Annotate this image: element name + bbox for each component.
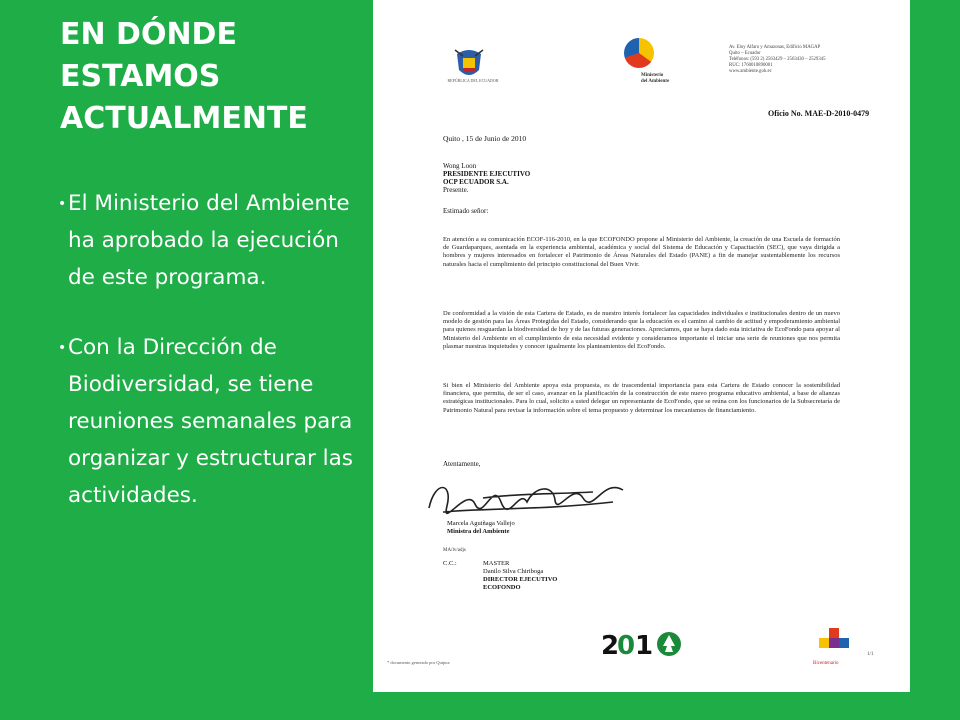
letter-greeting: Estimado señor:	[443, 207, 489, 215]
seal-caption: REPÚBLICA DEL ECUADOR	[447, 78, 499, 83]
cc-block	[483, 560, 557, 592]
bullet-text-2: Con la Dirección de Biodiversidad, se tiene reuniones semanales para organizar y estructurar las actividades.	[68, 335, 353, 508]
cc-label: C.C.:	[443, 560, 457, 567]
footer-note: * documento generado por Quipux	[387, 660, 450, 665]
slide-title-line-2: ESTAMOS	[60, 59, 221, 94]
slide-title-line-3: ACTUALMENTE	[60, 101, 308, 136]
bullet-item-2	[58, 330, 358, 514]
letter-paragraph-1: En atención a su comunicación ECOF-116-2010, en la que ECOFONDO propone al Ministerio del Ambiente, la creación de una Escuela de formación de Guardaparques, asentada en la experiencia ambiental, académica y social del Sistema de Educación y Capacitación (SEC), que vaya dirigida a hombres y mujeres interesados en fortalecer el Patrimonio de Áreas Naturales del Estado (PANE) a fin de manejar sustentablemente los recursos naturales hacia el cumplimiento del principio constitucional del Buen Vivir.	[443, 236, 840, 268]
letter-date: Quito , 15 de Junio de 2010	[443, 134, 527, 143]
recipient-presente: Presente.	[443, 186, 469, 194]
handwritten-signature-icon	[423, 468, 633, 528]
page-number: 1/1	[867, 652, 874, 657]
cc-line-3: DIRECTOR EJECUTIVO	[483, 576, 558, 583]
slide-title-line-1: EN DÓNDE	[60, 17, 237, 52]
recipient-block	[443, 162, 530, 194]
letter-initials: MA/lv/adjs	[443, 548, 466, 553]
signer-name: Marcela Aguiñaga Vallejo	[447, 520, 515, 527]
signer-block	[447, 520, 515, 536]
letter-paragraph-3: Si bien el Ministerio del Ambiente apoya esta propuesta, es de trascendental importancia para esta Cartera de Estado conocer la sostenibilidad financiera, que permita, de ser el caso, avanzar en la planificación de la construcción de este nuevo programa educativo ambiental, a base de alianzas estratégicas institucionales. Para lo cual, solicito a usted delegar un representante de EcoFondo, que se reúna con los funcionarios de la Subsecretaría de Patrimonio Natural para revisar la información sobre el tema propuesto y determinar los mecanismos de financiamiento.	[443, 382, 840, 414]
letter-closing: Atentamente,	[443, 460, 481, 468]
signer-title: Ministra del Ambiente	[447, 528, 510, 535]
bullet-list	[58, 186, 358, 514]
bullet-item-1	[58, 186, 358, 296]
recipient-org: OCP ECUADOR S.A.	[443, 178, 509, 186]
cc-line-1: MASTER	[483, 560, 510, 567]
svg-text:1: 1	[635, 631, 654, 660]
ministerio-ambiente-logo-icon	[624, 38, 654, 68]
recipient-name: Wong Loon	[443, 162, 477, 170]
bicentenario-logo-icon	[817, 626, 851, 660]
oficio-number: Oficio No. MAE-D-2010-0479	[768, 109, 870, 118]
ministerio-logo-label: Ministerio del Ambiente	[641, 73, 670, 84]
letter-paragraph-2: De conformidad a la visión de esta Cartera de Estado, es de nuestro interés fortalecer las capacidades individuales e institucionales dentro de un nuevo modelo de gestión para las Áreas Protegidas del Estado, considerando que la educación es el camino al cambio de actitud y empoderamiento ambiental para quienes resguardan la biodiversidad de hoy y de las futuras generaciones. Apreciamos, que se haya dado esta iniciativa de EcoFondo para apoyar al Ministerio del Ambiente en el cumplimiento de esta necesidad evidente y consideramos importante el iniciar una serie de reuniones que nos permita plasmar nuestras inquietudes y conocer igualmente los planteamientos del EcoFondo.	[443, 310, 840, 350]
cc-line-2: Danilo Silva Chiriboga	[483, 568, 544, 575]
slide-title	[60, 14, 360, 140]
letterhead-address: Av. Eloy Alfaro y Amazonas, Edificio MAGAP Quito – Ecuador Teléfonos: (593 2) 2563429 – 2563430 – 2529345 RUC: 1760010890001 www.ambiente.gob.ec	[729, 45, 826, 74]
bullet-dot-icon: •	[58, 340, 67, 357]
bicentenario-label: Bicentenario	[813, 661, 839, 666]
scanned-letter-image	[373, 0, 910, 692]
bullet-text-1: El Ministerio del Ambiente ha aprobado la ejecución de este programa.	[68, 191, 350, 290]
recipient-title: PRESIDENTE EJECUTIVO	[443, 170, 531, 178]
logo-2010-icon	[601, 630, 687, 660]
svg-text:2: 2	[601, 631, 620, 660]
svg-text:0: 0	[617, 631, 636, 660]
bullet-dot-icon: •	[58, 196, 67, 212]
cc-line-4: ECOFONDO	[483, 584, 521, 591]
